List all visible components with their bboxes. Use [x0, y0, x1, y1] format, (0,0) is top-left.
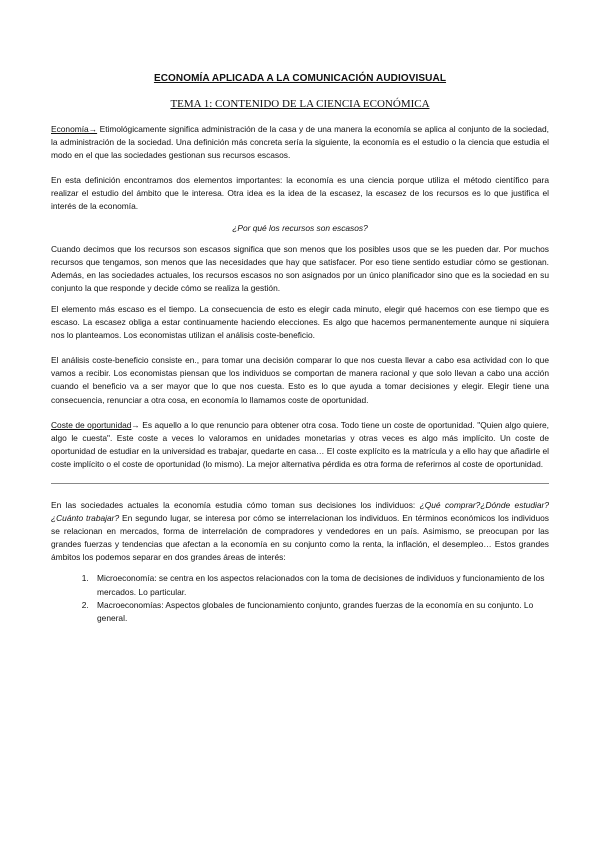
- paragraph-escasez: Cuando decimos que los recursos son escasos significa que son menos que los posibles usos que se les pueden dar. Por muchos recursos que tengamos, son menos que las necesidades que hay que satisfacer. Por eso tiene sentido estudiar cómo se gestionan. Además, en las sociedades actuales, los recursos escasos no son asignados por un único planificador sino que es la sociedad en su conjunto la que responde y decide cómo se realiza la gestión.: [51, 243, 549, 293]
- divider: [51, 483, 549, 484]
- areas-list: [51, 572, 549, 624]
- paragraph-definicion: En esta definición encontramos dos elementos importantes: la economía es una ciencia porque utiliza el método científico para realizar el estudio del ámbito que le interesa. Otra idea es la idea de la escasez, la escasez de los recursos es lo que justifica el interés de la economía.: [51, 175, 549, 212]
- list-item: 2. Macroeconomías: Aspectos globales de funcionamiento conjunto, grandes fuerzas de la economía en su conjunto. Lo general.: [91, 599, 549, 625]
- question-heading: ¿Por qué los recursos son escasos?: [232, 222, 368, 233]
- paragraph-text: Etimológicamente significa administración de la casa y de una manera la economía se aplica al conjunto de la sociedad, la administración de la sociedad. Una definición más concreta sería la siguiente, la economía es el estudio o la ciencia que estudia el modo en el que las sociedades gestionan sus recursos escasos.: [51, 124, 549, 161]
- paragraph-text: En segundo lugar, se interesa por cómo se interrelacionan los individuos. En términos económicos los individuos se relacionan en mercados, forma de interrelación de compradores y vendedores en un país. Asimismo, se preocupan por las grandes fuerzas y tendencias que afectan a la economía en su conjunto como la renta, la inflación, el desempleo… Estos grandes ámbitos los podemos separar en dos grandes áreas de interés:: [51, 513, 549, 563]
- term-coste-oportunidad: Coste de oportunidad: [51, 419, 132, 430]
- paragraph-decisiones: [51, 499, 549, 564]
- paragraph-tiempo: El elemento más escaso es el tiempo. La consecuencia de esto es elegir cada minuto, elegir qué hacemos con ese tiempo que es escaso. La escasez obliga a estar continuamente haciendo elecciones. Es algo que hacemos permanentemente aunque ni siquiera nos lo planteamos. Los economistas utilizan el análisis coste-beneficio.: [51, 303, 549, 341]
- paragraph-text: En las sociedades actuales la economía estudia cómo toman sus decisiones los individuos:: [51, 499, 420, 510]
- document-title: ECONOMÍA APLICADA A LA COMUNICACIÓN AUDIOVISUAL: [153, 73, 447, 84]
- paragraph-coste-oportunidad: [51, 419, 549, 471]
- paragraph-economia: [51, 123, 549, 162]
- paragraph-text: → Es aquello a lo que renuncio para obtener otra cosa. Todo tiene un coste de oportunidad. "Quien algo quiere, algo le cuesta". Este coste a veces lo valoramos en unidades monetarias y otras veces es algo más implícito. Un coste de oportunidad de estudiar en la universidad es trabajar, quedarte en casa… El coste explícito es la matrícula y a ello hay que añadirle el coste implícito o el coste de oportunidad (lo mismo). La mejor alternativa pérdida es otra forma de referirnos al coste de oportunidad.: [51, 419, 549, 469]
- section-title: TEMA 1: CONTENIDO DE LA CIENCIA ECONÓMICA: [170, 98, 430, 110]
- list-item: 1. Microeconomía: se centra en los aspectos relacionados con la toma de decisiones de individuos y funcionamiento de los mercados. Lo particular.: [91, 572, 549, 598]
- term-economia: Economía→: [51, 124, 98, 134]
- paragraph-coste-beneficio: El análisis coste-beneficio consiste en., para tomar una decisión comparar lo que nos cuesta llevar a cabo esa actividad con lo que vamos a recibir. Los economistas piensan que los individuos se comportan de manera racional y que solo llevan a cabo una acción cuando el beneficio va a ser mayor que lo que nos cuesta. Esto es lo que ayuda a tomar decisiones y elegir. Elegir tiene una consecuencia, renunciar a otra cosa, en economía lo llamamos coste de oportunidad.: [51, 355, 549, 405]
- document-page: [51, 68, 549, 625]
- questions-inline: ¿Qué comprar?¿Dónde estudiar?¿Cuánto trabajar?: [51, 499, 549, 524]
